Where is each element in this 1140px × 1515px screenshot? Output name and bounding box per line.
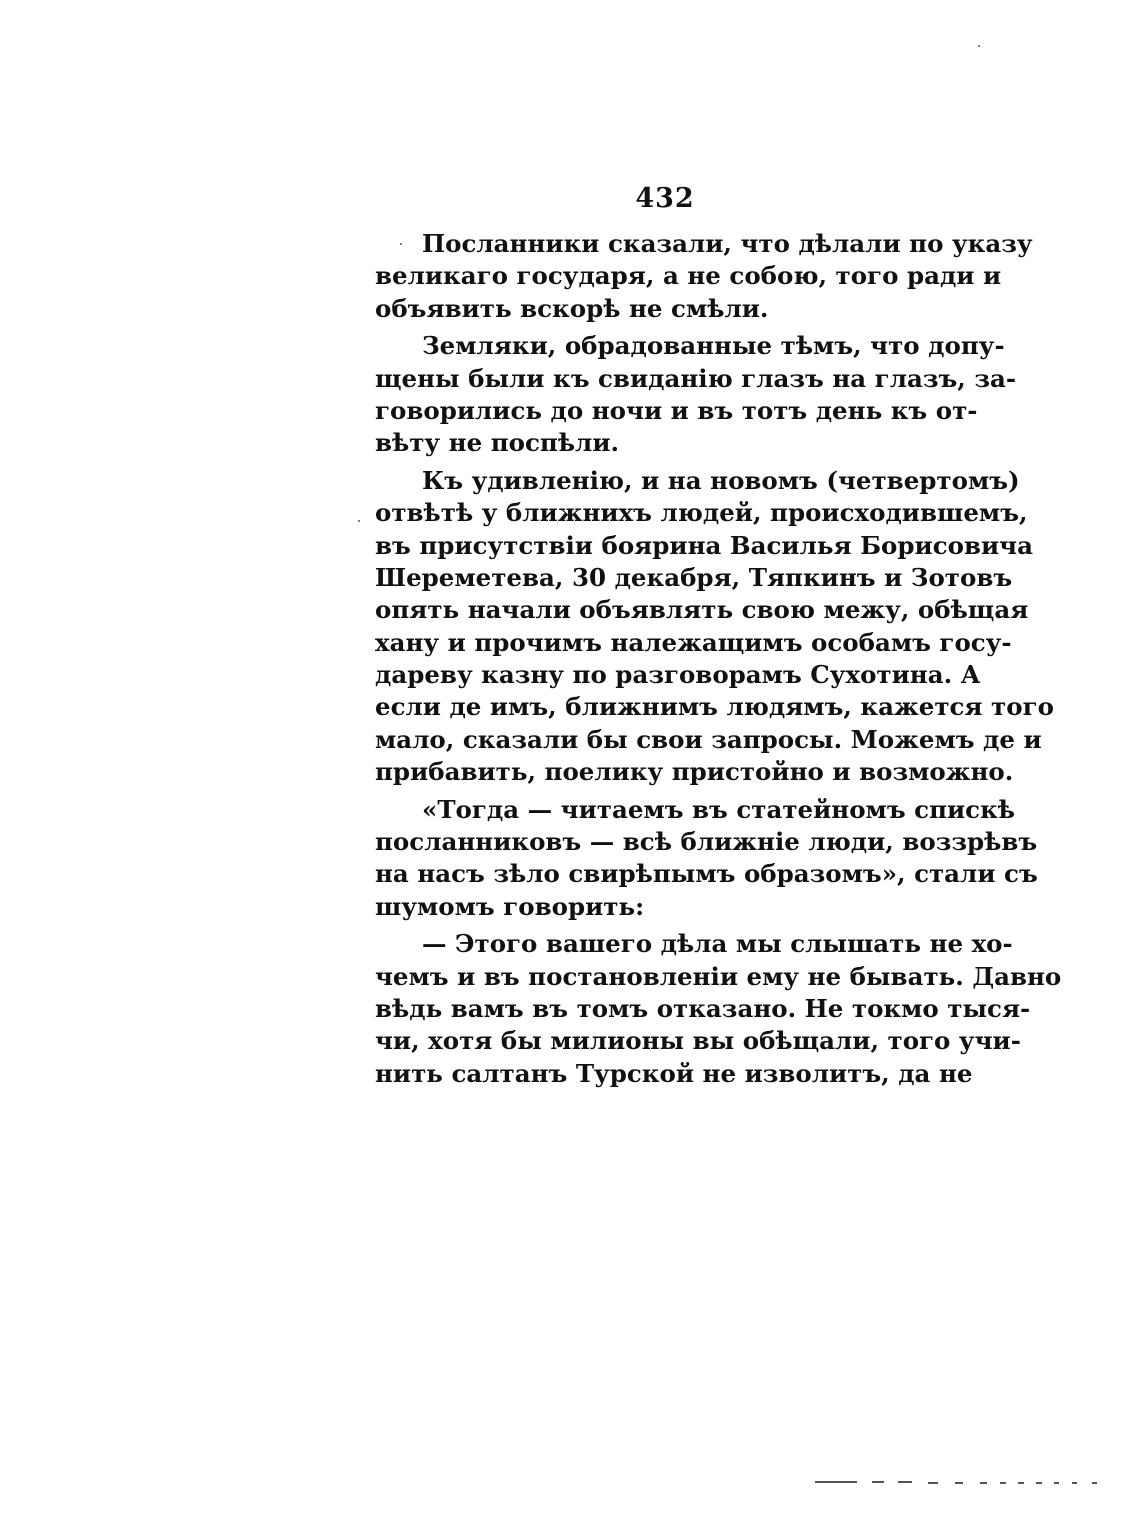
- text-line: вѣту не поспѣли.: [375, 428, 620, 458]
- text-line: щены были къ свиданію глазъ на глазъ, за-: [375, 363, 1017, 393]
- text-line: чемъ и въ постановленіи ему не бывать. Давно: [375, 961, 1062, 991]
- text-line: Шереметева, 30 декабря, Тяпкинъ и Зотовъ: [375, 562, 1013, 592]
- text-line: «Тогда — читаемъ въ статейномъ спискѣ: [422, 794, 1016, 824]
- text-line: мало, сказали бы свои запросы. Можемъ де и: [375, 724, 1042, 754]
- scan-speck: [358, 520, 360, 522]
- scan-edge-mark: [980, 1482, 987, 1484]
- paragraph: [375, 465, 1054, 789]
- text-line: говорились до ночи и въ тотъ день къ от-: [375, 395, 978, 425]
- paragraph: [375, 928, 1062, 1090]
- text-line: — Этого вашего дѣла мы слышать не хо-: [422, 929, 1013, 959]
- text-line: отвѣтѣ у ближнихъ людей, происходившемъ,: [375, 498, 1028, 528]
- scan-edge-mark: [928, 1482, 938, 1484]
- text-line: на насъ зѣло свирѣпымъ образомъ», стали съ: [375, 859, 1038, 889]
- scan-edge-mark: [898, 1481, 912, 1483]
- text-line: въ присутствіи боярина Василья Борисовича: [375, 530, 1033, 560]
- scan-speck: [978, 45, 980, 47]
- scan-edge-mark: [1000, 1482, 1006, 1484]
- body-text: [375, 228, 1062, 1090]
- text-line: опять начали объявлять свою межу, обѣщая: [375, 595, 1029, 625]
- text-line: посланниковъ — всѣ ближніе люди, воззрѣвъ: [375, 827, 1038, 857]
- text-line: чи, хотя бы милионы вы обѣщали, того учи-: [375, 1026, 1021, 1056]
- text-line: Земляки, обрадованные тѣмъ, что допу-: [422, 331, 1005, 361]
- scan-edge-mark: [1072, 1482, 1077, 1484]
- text-line: вѣдь вамъ въ томъ отказано. Не токмо тыся-: [375, 993, 1031, 1023]
- page-number: 432: [635, 183, 695, 214]
- scan-speck: [400, 243, 402, 245]
- scan-edge-mark: [1054, 1482, 1059, 1484]
- scan-edge-mark: [815, 1481, 857, 1483]
- text-line: нить салтанъ Турской не изволитъ, да не: [375, 1058, 973, 1088]
- text-line: хану и прочимъ належащимъ особамъ госу-: [375, 627, 1012, 657]
- text-line: Посланники сказали, что дѣлали по указу: [422, 229, 1033, 258]
- scan-edge-mark: [872, 1481, 884, 1483]
- paragraph: [375, 794, 1038, 924]
- scan-edge-mark: [1018, 1482, 1024, 1484]
- scan-edge-mark: [1036, 1482, 1042, 1484]
- text-line: если де имъ, ближнимъ людямъ, кажется того: [375, 692, 1054, 722]
- text-line: дареву казну по разговорамъ Сухотина. А: [375, 660, 981, 690]
- scan-edge-mark: [955, 1482, 963, 1484]
- scan-edge-mark: [1092, 1482, 1097, 1484]
- text-line: великаго государя, а не собою, того ради и: [375, 261, 1002, 291]
- paragraph: [375, 330, 1017, 460]
- text-line: объявить вскорѣ не смѣли.: [375, 293, 769, 323]
- text-line: прибавить, поелику пристойно и возможно.: [375, 757, 1014, 787]
- text-line: шумомъ говорить:: [375, 891, 645, 921]
- text-line: Къ удивленію, и на новомъ (четвертомъ): [422, 465, 1020, 495]
- paragraph: [375, 228, 1033, 325]
